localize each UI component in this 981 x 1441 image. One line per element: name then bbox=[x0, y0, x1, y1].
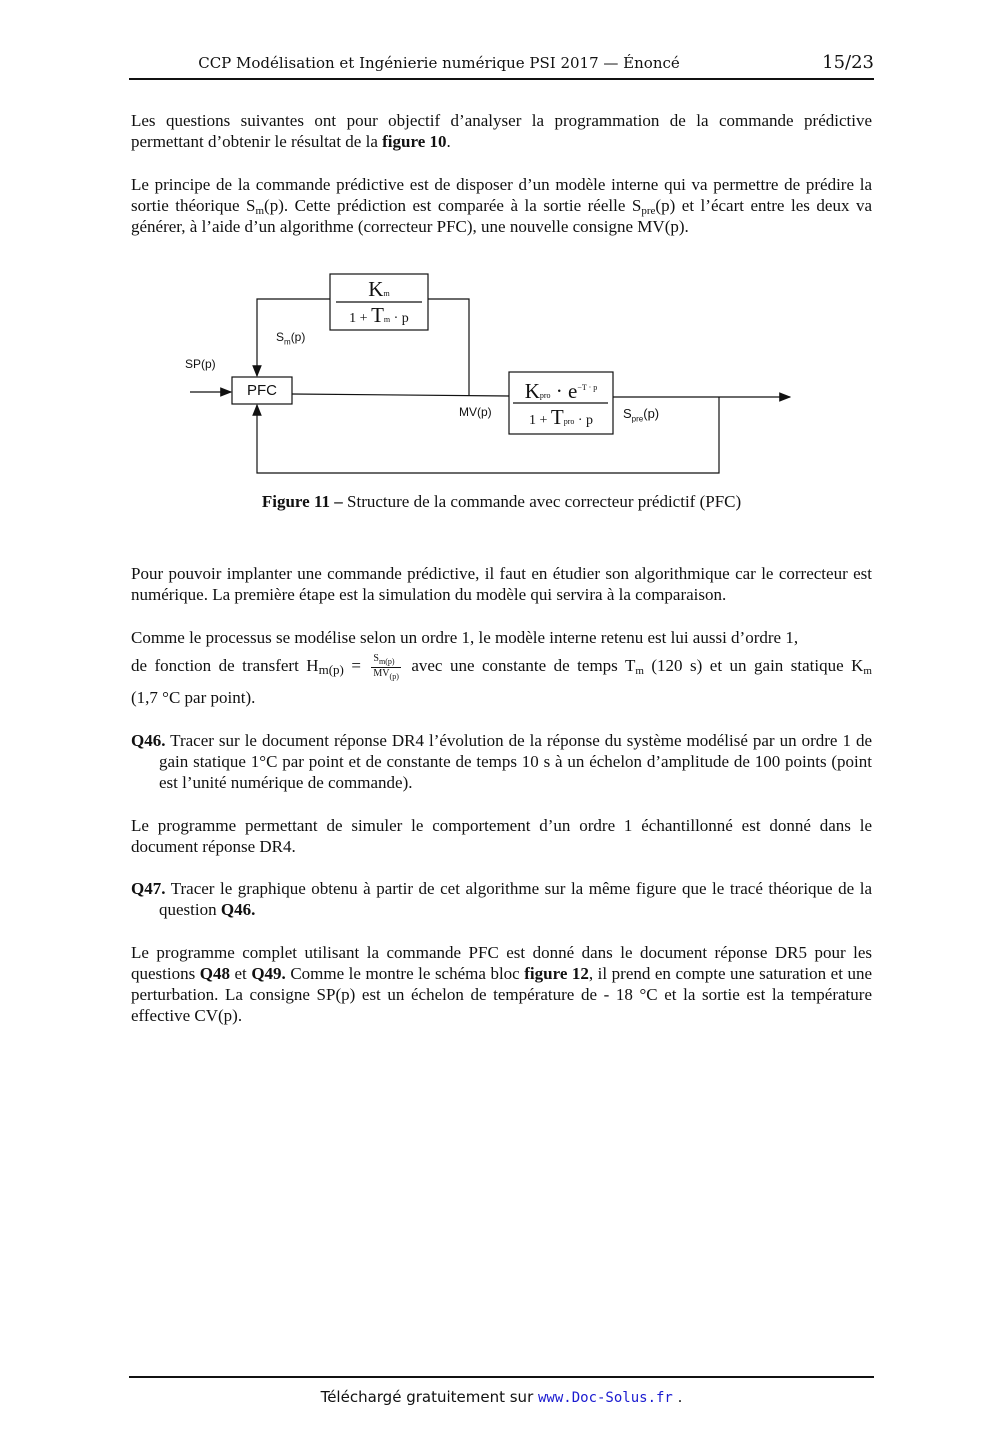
intro-paragraph-1: Les questions suivantes ont pour objectif d’analyser la programmation de la commande prédictive permettant d’obtenir le résultat de la figure 10. bbox=[131, 111, 872, 151]
body-paragraph-5: Le programme permettant de simuler le comportement d’un ordre 1 échantillonné est donné dans le document réponse DR4. bbox=[131, 816, 872, 856]
page-number: 15/23 bbox=[822, 52, 874, 73]
intro-paragraph-2: Le principe de la commande prédictive est de disposer d’un modèle interne qui va permettre de prédire la sortie théorique $S_m(p)$. Cette prédiction est comparée à la sortie réelle $S_{pre}(p)$ et l’écart entre les deux va générer, à l’aide d’un algorithme (correcteur PFC), une nouvelle consigne MV(p). bbox=[131, 175, 873, 236]
transfer-function-fraction: $\frac{S_{m(p)}}{MV_{(p)}}$ bbox=[373, 652, 399, 681]
pfc-label: PFC bbox=[247, 382, 277, 399]
spre-label: $S_{pre}(p)$ bbox=[623, 406, 660, 424]
q47-label: Q47. bbox=[131, 879, 166, 898]
body-paragraph-6: Le programme complet utilisant la commande PFC est donné dans le document réponse DR5 pour les questions Q48 et Q49. Comme le montre le schéma bloc figure 12, il prend en compte une saturation et une perturbation. La consigne SP(p) est un échelon de température de - 18 °C et la sortie est la température effective CV(p). bbox=[131, 943, 872, 1025]
footer-rule bbox=[129, 1376, 874, 1378]
footer: Téléchargé gratuitement sur www.Doc-Solus.fr . bbox=[320, 1388, 683, 1406]
model-denominator: 1 + Tm · p bbox=[349, 303, 409, 327]
process-denominator: 1 + Tpro · p bbox=[528, 405, 594, 429]
process-numerator: Kpro · $e^{-T \cdot p}$ bbox=[524, 379, 598, 403]
body-paragraph-4: Comme le processus se modélise selon un ordre 1, le modèle interne retenu est lui aussi d’ordre 1, bbox=[131, 628, 799, 647]
transfer-function-line: de fonction de transfert $H_{m(p)}$ = $\frac{S_{m(p)}}{MV_{(p)}}$ avec une constante de temps $T_m$ (120 s) et un gain statique $K_m$ bbox=[131, 652, 872, 681]
model-numerator: Km bbox=[368, 277, 390, 301]
question-46: Q46. Tracer sur le document réponse DR4 l’évolution de la réponse du système modélisé par un ordre 1 de gain statique 1°C par point et de constante de temps 10 s à un échelon d’amplitude de 100 points (point est l’unité numérique de commande). bbox=[131, 731, 872, 792]
doc-solus-link[interactable]: www.Doc-Solus.fr bbox=[538, 1390, 673, 1406]
mv-label: MV(p) bbox=[459, 405, 492, 419]
body-paragraph-4-end: (1,7 °C par point). bbox=[131, 688, 256, 707]
q46-label: Q46. bbox=[131, 731, 166, 750]
figure-caption: Figure 11 – Structure de la commande avec correcteur prédictif (PFC) bbox=[261, 492, 742, 511]
sm-label: $S_m(p)$ bbox=[276, 330, 306, 347]
question-47: Q47. Tracer le graphique obtenu à partir de cet algorithme sur la même figure que le tracé théorique de la question Q46. bbox=[131, 879, 872, 919]
sp-label: SP(p) bbox=[185, 357, 216, 371]
header-title: CCP Modélisation et Ingénierie numérique PSI 2017 — Énoncé bbox=[198, 54, 680, 72]
figure-10-ref: figure 10 bbox=[382, 132, 447, 151]
body-paragraph-3: Pour pouvoir implanter une commande prédictive, il faut en étudier son algorithmique car le correcteur est numérique. La première étape est la simulation du modèle qui servira à la comparaison. bbox=[131, 564, 872, 604]
